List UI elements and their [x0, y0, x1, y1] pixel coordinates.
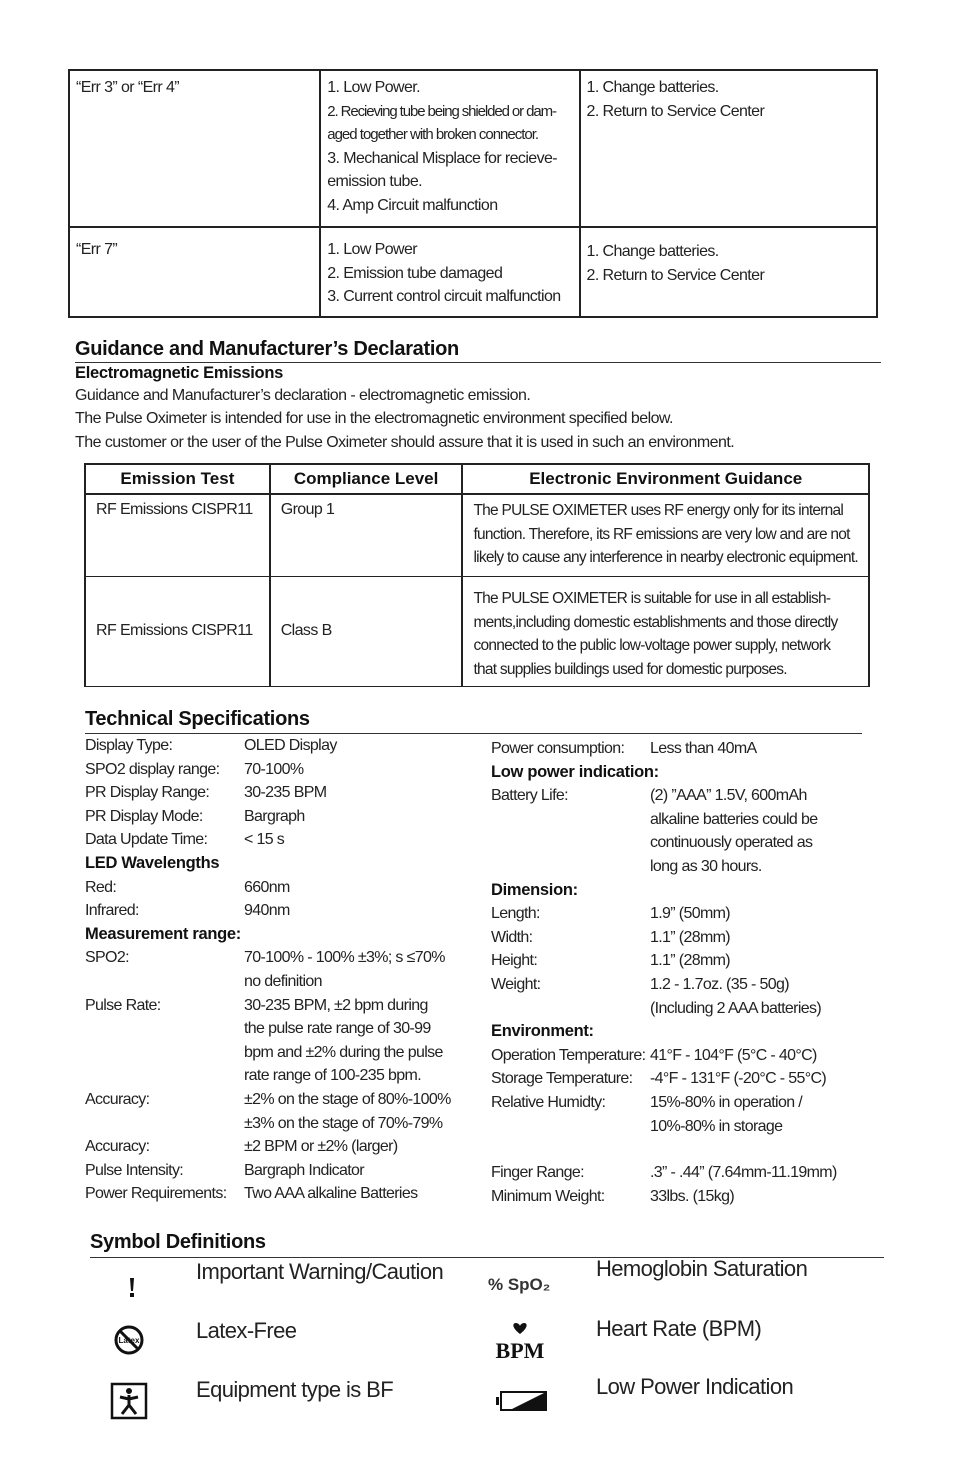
spec-row: Height: 1.1” (28mm) [491, 952, 730, 970]
spec-section-heading: LED Wavelengths [85, 853, 220, 872]
table-row [69, 70, 877, 227]
error-code-cell: “Err 7” [69, 227, 320, 317]
emission-test-cell: RF Emissions CISPR11 [85, 576, 270, 686]
error-solutions-cell: 1. Change batteries. 2. Return to Service Center [580, 227, 877, 317]
symbol-label: Important Warning/Caution [196, 1259, 444, 1284]
spec-row: Minimum Weight: 33lbs. (15kg) [491, 1187, 735, 1205]
spec-section-heading: Low power indication: [491, 762, 659, 781]
symbol-label: Low Power Indication [596, 1374, 794, 1399]
spec-section-heading: Measurement range: [85, 924, 241, 943]
symbols-title: Symbol Definitions [90, 1231, 266, 1253]
spec-row: Storage Temperature: -4°F - 131°F (-20°C - 55°C) [491, 1070, 827, 1088]
guidance-paragraph: Guidance and Manufacturer’s declaration - electromagnetic emission. [75, 387, 531, 404]
svg-text:Latex: Latex [118, 1336, 140, 1345]
spec-section-heading: Environment: [491, 1022, 594, 1041]
tech-specs-title: Technical Specifications [85, 708, 310, 730]
compliance-cell: Class B [270, 576, 463, 686]
spec-row: Red: 660nm [85, 878, 290, 896]
guidance-subtitle: Electromagnetic Emissions [75, 364, 283, 382]
spec-row: Display Type: OLED Display [85, 737, 337, 754]
specs-right-column [491, 737, 861, 1208]
spec-row: Width: 1.1” (28mm) [491, 928, 730, 946]
specs-left-column [85, 734, 465, 1206]
error-code-cell: “Err 3” or “Err 4” [69, 70, 320, 227]
compliance-cell: Group 1 [270, 494, 463, 576]
svg-text:BPM: BPM [495, 1338, 545, 1362]
error-causes-cell: 1. Low Power 2. Emission tube damaged 3. Current control circuit malfunction [320, 227, 579, 317]
spec-row: PR Display Range: 30-235 BPM [85, 784, 327, 802]
symbol-label: Latex-Free [196, 1318, 297, 1343]
error-solutions-cell: 1. Change batteries. 2. Return to Service Center [580, 70, 877, 227]
spec-row: SPO2 display range: 70-100% [85, 760, 304, 778]
symbol-label: Equipment type is BF [196, 1377, 394, 1402]
symbol-label: Hemoglobin Saturation [596, 1256, 808, 1281]
spec-row: Accuracy: ±2% on the stage of 80%-100% ±3% on the stage of 70%-79% [85, 1090, 451, 1132]
spec-row: Infrared: 940nm [85, 902, 290, 920]
warning-icon [122, 1272, 142, 1302]
error-table [68, 69, 878, 318]
spec-row: Battery Life: (2) ”AAA” 1.5V, 600mAh alkaline batteries could be continuously operated as long as 30 hours. [491, 787, 818, 875]
spec-row: Finger Range: .3” - .44” (7.64mm-11.19mm) [491, 1164, 837, 1182]
spec-row: SPO2: 70-100% - 100% ±3%; s ≤70% no definition [85, 949, 445, 990]
spec-row: Power Requirements: Two AAA alkaline Batteries [85, 1185, 418, 1203]
spec-row: Accuracy: ±2 BPM or ±2% (larger) [85, 1138, 398, 1156]
spo2-icon [486, 1272, 556, 1296]
table-row [85, 576, 869, 686]
bf-equipment-icon [110, 1382, 148, 1420]
error-causes-cell: 1. Low Power. 2. Recieving tube being shielded or dam- aged together with broken connector. 3. Mechanical Misplace for recieve- emission tube. 4. Amp Circuit malfunction [320, 70, 579, 227]
guidance-cell: The PULSE OXIMETER uses RF energy only for its internal function. Therefore, its RF emissions are very low and are not likely to cause any interference in nearby electronic equipment. [462, 494, 869, 576]
emissions-table [84, 463, 870, 687]
spec-row: Data Update Time: < 15 s [85, 831, 285, 849]
latex-free-icon [112, 1324, 148, 1356]
emission-test-cell: RF Emissions CISPR11 [85, 494, 270, 576]
guidance-paragraph: The customer or the user of the Pulse Oximeter should assure that it is used in such an environment. [75, 434, 735, 451]
guidance-title: Guidance and Manufacturer’s Declaration [75, 338, 459, 360]
heart-bpm-icon [492, 1322, 552, 1362]
column-header: Electronic Environment Guidance [462, 464, 869, 494]
spec-row: Power consumption: Less than 40mA [491, 740, 757, 757]
svg-text:% SpO₂: % SpO₂ [488, 1275, 551, 1294]
column-header: Compliance Level [270, 464, 463, 494]
spec-row: Pulse Intensity: Bargraph Indicator [85, 1161, 364, 1179]
spec-row: PR Display Mode: Bargraph [85, 807, 305, 825]
symbol-label: Heart Rate (BPM) [596, 1316, 762, 1341]
table-row [85, 494, 869, 576]
table-row [69, 227, 877, 317]
guidance-paragraph: The Pulse Oximeter is intended for use in the electromagnetic environment specified below. [75, 410, 673, 427]
spec-row: Relative Humidty: 15%-80% in operation / 10%-80% in storage [491, 1093, 803, 1135]
spec-row: Pulse Rate: 30-235 BPM, ±2 bpm during the pulse rate range of 30-99 bpm and ±2% during the pulse rate range of 100-235 bpm. [85, 996, 443, 1085]
column-header: Emission Test [85, 464, 270, 494]
spec-row: Operation Temperature: 41°F - 104°F (5°C - 40°C) [491, 1046, 817, 1064]
low-battery-icon [496, 1390, 548, 1412]
spec-row: Length: 1.9” (50mm) [491, 905, 730, 923]
guidance-rule [75, 362, 881, 363]
guidance-cell: The PULSE OXIMETER is suitable for use in all establish- ments,including domestic establishments and those directly connected to the public low-voltage power supply, network that supplies buildings used for domestic purposes. [462, 576, 869, 686]
spec-row: Weight: 1.2 - 1.7oz. (35 - 50g) (Including 2 AAA batteries) [491, 975, 822, 1017]
spec-section-heading: Dimension: [491, 880, 578, 899]
table-header-row [85, 464, 869, 494]
